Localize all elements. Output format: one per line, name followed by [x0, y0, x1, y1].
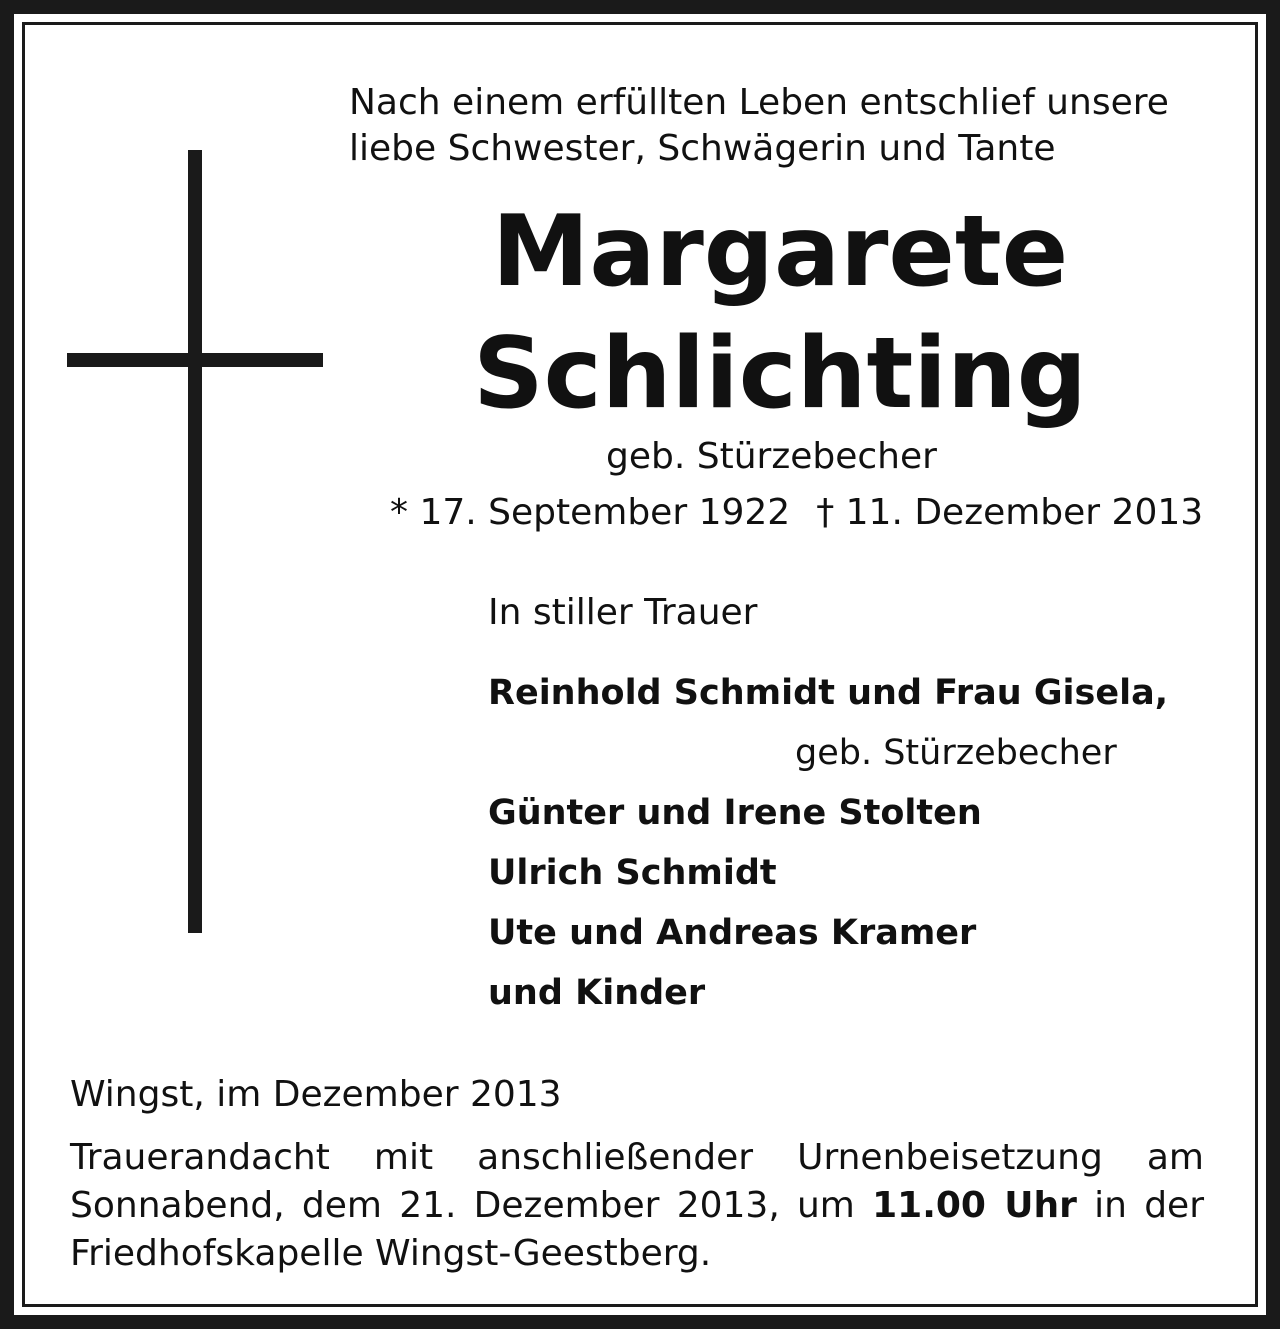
death-date: † 11. Dezember 2013 — [816, 492, 1204, 533]
intro-line-1: Nach einem erfüllten Leben entschlief unsere — [349, 82, 1169, 123]
service-text-before: Trauerandacht mit anschließender Urnenbeisetzung am Sonnabend, dem 21. Dezember 2013, um — [70, 1137, 1204, 1226]
mourning-heading: In stiller Trauer — [488, 592, 758, 633]
birth-date: * 17. September 1922 — [390, 492, 791, 533]
intro-text — [349, 80, 1169, 172]
service-time: 11.00 Uhr — [872, 1185, 1077, 1226]
cross-icon-horizontal-bar — [67, 353, 323, 367]
service-announcement — [70, 1134, 1204, 1278]
mourner-line: und Kinder — [488, 973, 706, 1013]
intro-line-2: liebe Schwester, Schwägerin und Tante — [349, 128, 1056, 169]
life-dates — [390, 490, 1203, 536]
mourner-line: geb. Stürzebecher — [795, 733, 1117, 773]
cross-icon-vertical-bar — [188, 150, 202, 933]
place-and-date: Wingst, im Dezember 2013 — [70, 1074, 562, 1115]
mourner-line: Reinhold Schmidt und Frau Gisela, — [488, 673, 1169, 713]
mourner-line: Ulrich Schmidt — [488, 853, 777, 893]
mourner-line: Günter und Irene Stolten — [488, 793, 982, 833]
deceased-last-name: Schlichting — [473, 317, 1087, 431]
birth-name: geb. Stürzebecher — [606, 436, 937, 477]
deceased-first-name: Margarete — [491, 195, 1069, 309]
service-text-after: in der Friedhofskapelle Wingst-Geestberg. — [70, 1185, 1204, 1274]
mourner-line: Ute und Andreas Kramer — [488, 913, 977, 953]
